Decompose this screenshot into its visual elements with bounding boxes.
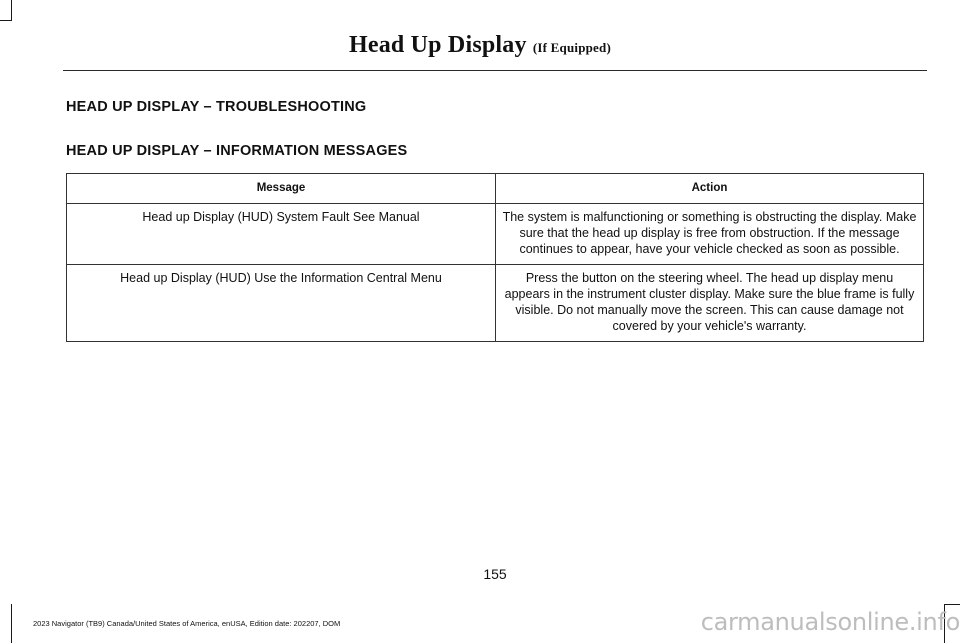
message-cell: Head up Display (HUD) Use the Information Central Menu	[67, 265, 496, 342]
action-cell: Press the button on the steering wheel. The head up display menu appears in the instrument cluster display. Make sure the blue frame is fully visible. Do not manually move the screen. This can cause damage not covered by your vehicle's warranty.	[496, 265, 924, 342]
edition-footer: 2023 Navigator (TB9) Canada/United States of America, enUSA, Edition date: 202207, DOM	[33, 619, 341, 628]
column-header-action: Action	[496, 174, 924, 204]
watermark: carmanualsonline.info	[700, 608, 960, 636]
crop-mark-bottom-right-horizontal	[944, 604, 960, 605]
crop-mark-bottom-left-vertical	[11, 604, 12, 643]
information-messages-table	[66, 173, 924, 342]
page-number: 155	[483, 566, 507, 582]
troubleshooting-heading: HEAD UP DISPLAY – TROUBLESHOOTING	[66, 99, 367, 115]
header-subtitle-text: (If Equipped)	[532, 40, 611, 55]
page-header-title	[0, 32, 960, 59]
table-row	[67, 265, 924, 342]
table-header-row	[67, 174, 924, 204]
action-cell: The system is malfunctioning or something is obstructing the display. Make sure that the head up display is free from obstruction. If the message continues to appear, have your vehicle checked as soon as possible.	[496, 204, 924, 265]
table-row	[67, 204, 924, 265]
crop-mark-top-left-horizontal	[0, 20, 12, 21]
column-header-message: Message	[67, 174, 496, 204]
header-divider	[63, 70, 927, 71]
header-title-text: Head Up Display	[348, 32, 527, 58]
information-messages-heading: HEAD UP DISPLAY – INFORMATION MESSAGES	[66, 143, 408, 159]
crop-mark-top-left-vertical	[11, 0, 12, 21]
message-cell: Head up Display (HUD) System Fault See Manual	[67, 204, 496, 265]
